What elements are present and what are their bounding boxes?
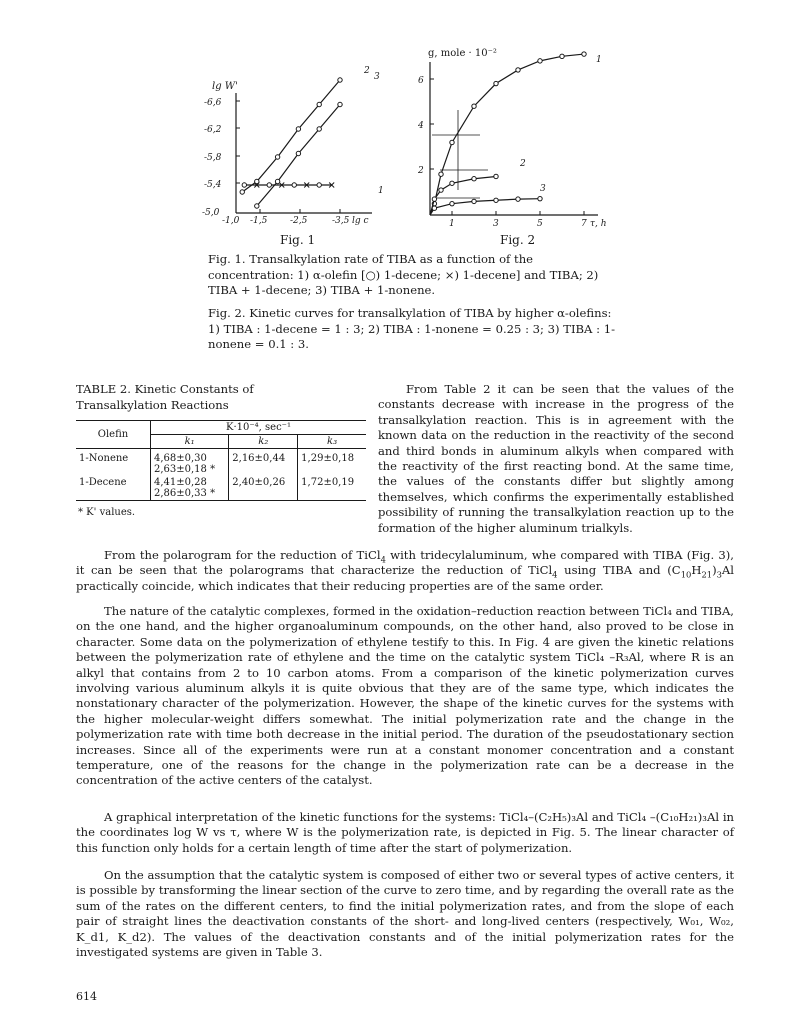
fig1-xtick-label: -2,5 xyxy=(290,216,308,226)
fig1-series-2-line xyxy=(242,80,340,192)
fig2-series-3-point xyxy=(538,196,542,200)
fig1-label-1: 1 xyxy=(378,186,384,196)
fig1-xticks xyxy=(222,209,369,226)
fig2-series-3-point xyxy=(516,197,520,201)
fig1-series-3-point xyxy=(338,102,342,106)
fig2-series-1-point xyxy=(582,52,586,56)
table2-k2: 2,16±0,44 xyxy=(229,449,298,477)
fig2-series-2-point xyxy=(472,177,476,181)
table2-col-k1: k₁ xyxy=(151,435,229,449)
fig2-plot-area xyxy=(430,52,586,215)
table2-footnote: * K' values. xyxy=(78,507,136,518)
fig1-yticks xyxy=(202,98,240,218)
paragraph-graphical-interpretation: A graphical interpretation of the kinetic functions for the systems: TiCl₄–(C₂H₅)₃Al and TiCl₄ –(C₁₀H₂₁)₃Al in the coordinates log W vs τ, where W is the polymerization rate, is depicted in Fig. 5. The linear character of this function only holds for a certain length of time after the start of polymerization. xyxy=(76,810,734,855)
fig1-series-2-point xyxy=(255,179,259,183)
table2-group-header: K·10⁻⁴, sec⁻¹ xyxy=(151,421,367,435)
table2-k1: 4,41±0,28 xyxy=(154,477,207,488)
fig2-series-1-point xyxy=(516,68,520,72)
fig2-xtick-label: 7 xyxy=(581,219,587,229)
fig2-series-1-point xyxy=(494,81,498,85)
fig1-label: Fig. 1 xyxy=(280,233,316,247)
fig2-caption: Fig. 2. Kinetic curves for transalkylation of TIBA by higher α-olefins: 1) TIBA : 1-decene = 1 : 3; 2) TIBA : 1-nonene = 0.25 : 3; 3) TIBA : 1-nonene = 0.1 : 3. xyxy=(208,306,615,352)
fig2-series-2-point xyxy=(450,181,454,185)
fig2-series-1-point xyxy=(560,54,564,58)
fig1-series-2-point xyxy=(296,127,300,131)
table2-col-k3: k₃ xyxy=(327,436,338,447)
fig2-label-1: 1 xyxy=(596,55,602,65)
fig2-xlabel: τ, h xyxy=(590,219,607,229)
fig1-xlabel: lg c xyxy=(352,216,369,226)
fig2-label-2: 2 xyxy=(520,159,526,169)
table2-k2: 2,40±0,26 xyxy=(229,476,298,501)
fig1-ytick-label: -6,2 xyxy=(204,125,222,135)
fig1-label-3: 3 xyxy=(374,72,380,82)
fig2-ytick-label: 4 xyxy=(418,121,424,131)
fig2-series-2-line xyxy=(430,176,496,215)
fig1-plot-area xyxy=(240,78,342,208)
table2-k1-prime: 2,86±0,33 * xyxy=(154,488,216,499)
table2-k3: 1,29±0,18 xyxy=(301,453,355,464)
table2-olefin-header: Olefin xyxy=(76,421,151,449)
fig1-series-3-point xyxy=(275,179,279,183)
fig1-ytick-label: -5,0 xyxy=(202,208,220,218)
fig1-caption: Fig. 1. Transalkylation rate of TIBA as a function of the concentration: 1) α-olefin [○) 1-decene; ×) 1-decene] and TIBA; 2) TIBA + 1-decene; 3) TIBA + 1-nonene. xyxy=(208,252,599,298)
table2-k1: 4,68±0,30 xyxy=(154,453,207,464)
fig1-series-2-point xyxy=(240,190,244,194)
fig2-xticks xyxy=(449,211,607,229)
table2-cell xyxy=(151,476,229,501)
fig2-tangents xyxy=(432,110,488,198)
fig1-series-3-point xyxy=(317,127,321,131)
fig1-series-2-point xyxy=(275,155,279,159)
fig2-ytick-label: 6 xyxy=(418,76,424,86)
fig2-series-3-line xyxy=(430,199,540,215)
fig2-series-1-line xyxy=(430,54,584,215)
fig1-ytick-label: -6,6 xyxy=(204,98,222,108)
fig2-series-1-point xyxy=(439,172,443,176)
paragraph-catalytic-complexes: The nature of the catalytic complexes, formed in the oxidation–reduction reaction between TiCl₄ and TIBA, on the one hand, and the higher organoaluminum compounds, on the other hand, also proved to be close in character. Some data on the polymerization of ethylene testify to this. In Fig. 4 are given the kinetic relations between the polymerization rate of ethylene and the time on the catalytic system TiCl₄ –R₃Al, where R is an alkyl that contains from 2 to 10 carbon atoms. From a comparison of the kinetic polymerization curves involving various aluminum alkyls it is quite obvious that they are of the same type, which indicates the nonstationary character of the polymerization. However, the shape of the kinetic curves for the systems with the higher molecular-weight differs somewhat. The initial polymerization rate and the change in the polymerization rate with time both decrease in the initial period. The duration of the pseudostationary section increases. Since all of the experiments were run at a constant monomer concentration and a constant temperature, one of the reasons for the change in the polymerization rate can be a decrease in the concentration of the active centers of the catalyst. xyxy=(76,604,734,788)
fig2-series-2-point xyxy=(494,174,498,178)
fig2-ytick-label: 2 xyxy=(418,166,424,176)
fig2-series-1-point xyxy=(472,104,476,108)
fig2-series-3-point xyxy=(432,206,436,210)
table2 xyxy=(76,420,366,518)
fig2-xtick-label: 1 xyxy=(449,219,455,229)
page-number: 614 xyxy=(76,990,97,1003)
fig1-xtick-label: -3,5 xyxy=(332,216,350,226)
fig2-series-1-point xyxy=(450,140,454,144)
table2-k1-prime: 2,63±0,18 * xyxy=(154,464,216,475)
table2-olefin: 1-Decene xyxy=(76,476,151,501)
fig1-ylabel: lg W' xyxy=(212,81,238,92)
fig2-series-3-point xyxy=(494,198,498,202)
table-row xyxy=(76,476,366,501)
fig2-series-3-point xyxy=(472,199,476,203)
fig1-series-2-point xyxy=(338,78,342,82)
right-column-paragraph: From Table 2 it can be seen that the values of the constants decrease with increase in the progress of the transalkylation reaction. This is in agreement with the known data on the reduction in the reactivity of the second and third bonds in aluminum alkyls when compared with the reactivity of the first reacting bond. At the same time, the values of the constants differ but slightly among themselves, which confirms the experimentally established possibility of running the transalkylation reaction up to the formation of the higher aluminum trialkyls. xyxy=(378,382,734,535)
fig1-series-1-point xyxy=(317,183,321,187)
paragraph-assumption: On the assumption that the catalytic system is composed of either two or several types of active centers, it is possible by transforming the linear section of the curve to zero time, and by regarding the overall rate as the sum of the rates on the different centers, to find the initial polymerization rates, and from the slope of each pair of straight lines the deactivation constants of the short- and long-lived centers (respectively, W₀₁, W₀₂, K_d1, K_d2). The values of the deactivation constants and of the initial polymerization rates for the investigated systems are given in Table 3. xyxy=(76,868,734,960)
figure-2 xyxy=(418,40,618,240)
fig2-label: Fig. 2 xyxy=(500,233,536,247)
fig1-series-3-point xyxy=(296,151,300,155)
fig1-series-1-point xyxy=(242,183,246,187)
fig1-series-1-point xyxy=(292,183,296,187)
fig1-series-3-point xyxy=(255,204,259,208)
fig2-series-3-point xyxy=(450,201,454,205)
fig2-xtick-label: 5 xyxy=(537,219,543,229)
table-row xyxy=(76,449,366,477)
fig1-ytick-label: -5,4 xyxy=(204,180,222,190)
fig2-series-2-point xyxy=(432,197,436,201)
fig1-series-1-point xyxy=(267,183,271,187)
paragraph-polarogram: From the polarogram for the reduction of TiCl$_4$ with tridecylaluminum, whe compared with TIBA (Fig. 3), it can be seen that the polarograms that characterize the reduction of TiCl$_4$ using TIBA and $(C_{10}H_{21})_3Al$ practically coincide, which indicates that their reducing properties are of the same order. xyxy=(76,548,734,593)
fig1-xtick-label: -1,0 xyxy=(222,216,240,226)
fig2-yticks xyxy=(418,76,434,176)
fig1-ytick-label: -5,8 xyxy=(204,153,222,163)
fig2-xtick-label: 3 xyxy=(493,219,499,229)
table2-col-k2: k₂ xyxy=(229,435,298,449)
fig1-label-2: 2 xyxy=(364,66,370,76)
table2-olefin: 1-Nonene xyxy=(76,449,151,477)
fig2-series-2-point xyxy=(439,188,443,192)
fig2-label-3: 3 xyxy=(540,184,546,194)
table2-title: TABLE 2. Kinetic Constants of Transalkylation Reactions xyxy=(76,382,254,412)
table2-cell xyxy=(151,449,229,477)
table2-k3: 1,72±0,19 xyxy=(301,477,355,488)
fig2-ylabel: g, mole · 10⁻² xyxy=(428,48,497,59)
fig1-series-2-point xyxy=(317,102,321,106)
figure-1 xyxy=(200,55,400,245)
fig2-series-1-point xyxy=(538,59,542,63)
fig1-xtick-label: -1,5 xyxy=(250,216,268,226)
table2-grid xyxy=(76,420,366,501)
